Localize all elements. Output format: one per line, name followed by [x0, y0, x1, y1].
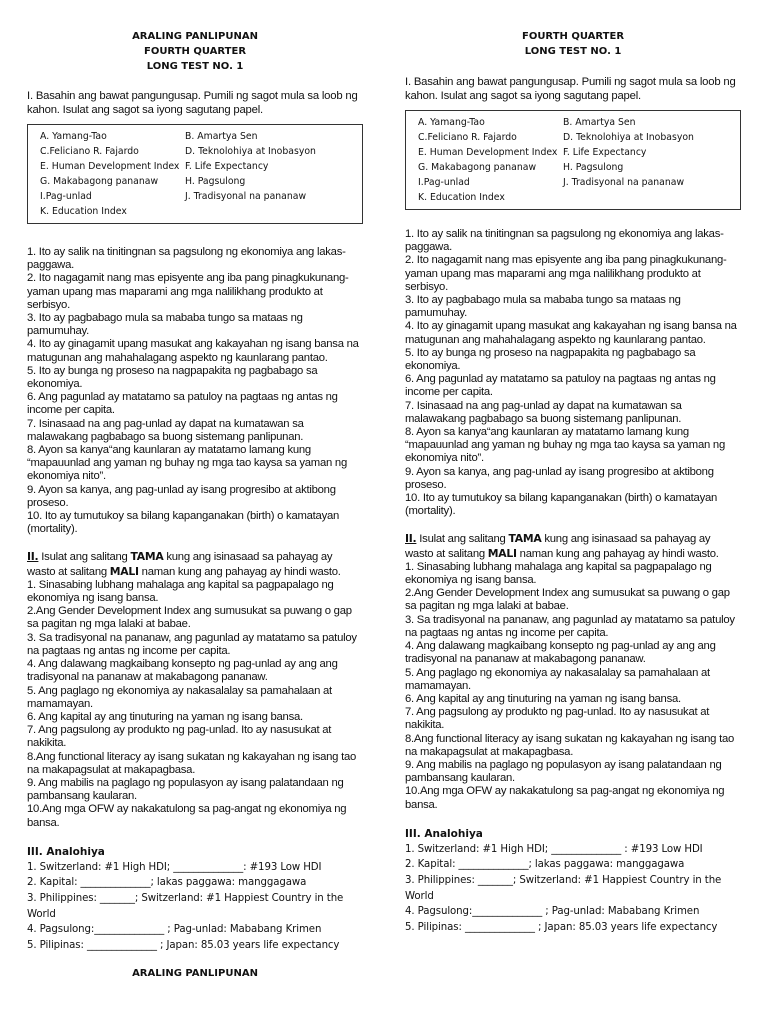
question-item: 3. Sa tradisyonal na pananaw, ang pagunlad ay matatamo sa patuloy na pagtaas ng antas ng income per capita.: [27, 631, 357, 657]
question-item: 9. Ayon sa kanya, ang pag-unlad ay isang progresibo at aktibong proseso.: [27, 483, 336, 509]
analogy-item: 1. Switzerland: #1 High HDI; ______________ : #193 Low HDI: [405, 843, 703, 855]
question-item: 2. Ito nagagamit nang mas episyente ang iba pang pinagkukunang-yaman upang mas maparami ang mga nalilikhang produkto at serbisyo.: [405, 254, 727, 293]
analogy-item: 1. Switzerland: #1 High HDI; ______________: #193 Low HDI: [27, 861, 322, 873]
instruction-text: kung ang isinasaad sa pahayag ay wasto at salitang: [405, 533, 711, 560]
question-item: 2.Ang Gender Development Index ang sumusukat sa puwang o gap sa pagitan ng mga lalaki at babae.: [405, 587, 730, 613]
question-item: 9. Ang mabilis na paglago ng populasyon ay isang palatandaan ng pambansang kaularan.: [405, 758, 722, 785]
question-item: 7. Ang pagsulong ay produkto ng pag-unlad. Ito ay nasusukat at nakikita.: [405, 706, 710, 732]
right-header: [405, 29, 741, 59]
left-section-2-items: [27, 579, 363, 830]
question-item: 7. Ang pagsulong ay produkto ng pag-unlad. Ito ay nasusukat at nakikita.: [27, 724, 332, 750]
question-item: 3. Sa tradisyonal na pananaw, ang pagunlad ay matatamo sa patuloy na pagtaas ng antas ng income per capita.: [405, 613, 735, 639]
right-test-sheet: [405, 0, 741, 935]
question-item: 7. Isinasaad na ang pag-unlad ay dapat na kumatawan sa malawakang pagbabago sa buong sistemang panlipunan.: [27, 417, 304, 443]
analogy-item: 4. Pagsulong:______________ ; Pag-unlad: Mababang Krimen: [27, 924, 322, 936]
analogy-item: 5. Pilipinas: ______________ ; Japan: 85.03 years life expectancy: [27, 939, 340, 951]
question-item: 4. Ito ay ginagamit upang masukat ang kakayahan ng isang bansa na matugunan ang mahahalagang aspekto ng kaunlarang pantao.: [27, 338, 359, 364]
analogy-item: 3. Philippines: _______; Switzerland: #1 Happiest Country in the World: [405, 874, 722, 902]
question-item: 8. Ayon sa kanya“ang kaunlaran ay matatamo lamang kung “mapauunlad ang yaman ng buhay ng mga tao kaysa sa yaman ng ekonomiya nito”.: [405, 426, 725, 465]
question-item: 6. Ang kapital ay ang tinuturing na yaman ng isang bansa.: [405, 692, 681, 705]
question-item: 5. Ito ay bunga ng proseso na nagpapakita ng pagbabago sa ekonomiya.: [27, 364, 318, 391]
right-choices-box: [405, 110, 741, 210]
question-item: 8. Ayon sa kanya“ang kaunlaran ay matatamo lamang kung “mapauunlad ang yaman ng buhay ng mga tao kaysa sa yaman ng ekonomiya nito”.: [27, 444, 347, 483]
question-item: 2. Ito nagagamit nang mas episyente ang iba pang pinagkukunang-yaman upang mas maparami ang mga nalilikhang produkto at serbisyo.: [27, 272, 349, 311]
analogy-item: 2. Kapital: ______________; lakas paggawa: manggagawa: [405, 859, 685, 871]
choice: D. Teknolohiya at Inobasyon: [563, 132, 694, 143]
question-item: 3. Ito ay pagbabago mula sa mababa tungo sa mataas ng pamumuhay.: [405, 294, 681, 320]
choice: B. Amartya Sen: [185, 131, 258, 142]
question-item: 1. Sinasabing lubhang mahalaga ang kapital sa pagpapalago ng ekonomiya ng isang bansa.: [405, 560, 712, 587]
choice: K. Education Index: [418, 192, 505, 203]
question-item: 3. Ito ay pagbabago mula sa mababa tungo sa mataas ng pamumuhay.: [27, 312, 303, 338]
left-quarter-title: FOURTH QUARTER: [143, 46, 247, 57]
left-footer-title: ARALING PANLIPUNAN: [132, 968, 258, 979]
question-item: 5. Ito ay bunga ng proseso na nagpapakita ng pagbabago sa ekonomiya.: [405, 346, 696, 373]
question-item: 7. Isinasaad na ang pag-unlad ay dapat na kumatawan sa malawakang pagbabago sa buong sistemang panlipunan.: [405, 399, 682, 425]
choice: D. Teknolohiya at Inobasyon: [185, 146, 316, 157]
mali-keyword: MALI: [109, 564, 139, 578]
choice: B. Amartya Sen: [563, 117, 636, 128]
choice: C.Feliciano R. Fajardo: [40, 146, 139, 157]
tama-keyword: TAMA: [130, 550, 164, 564]
question-item: 5. Ang paglago ng ekonomiya ay nakasalalay sa pamahalaan at mamamayan.: [27, 684, 332, 710]
question-item: 9. Ayon sa kanya, ang pag-unlad ay isang progresibo at aktibong proseso.: [405, 465, 714, 491]
choice: J. Tradisyonal na pananaw: [185, 191, 307, 202]
question-item: 8.Ang functional literacy ay isang sukatan ng kakayahan ng isang tao na makapagsulat at makapagbasa.: [405, 732, 735, 758]
choice: H. Pagsulong: [185, 176, 246, 187]
right-quarter-title: FOURTH QUARTER: [521, 31, 625, 42]
question-item: 10.Ang mga OFW ay nakakatulong sa pag-angat ng ekonomiya ng bansa.: [27, 803, 347, 829]
left-section-3-title: III. Analohiya: [27, 845, 105, 858]
choice: H. Pagsulong: [563, 162, 624, 173]
choice: I.Pag-unlad: [418, 177, 470, 188]
instruction-text: Isulat ang salitang: [416, 533, 509, 546]
question-item: 8.Ang functional literacy ay isang sukatan ng kakayahan ng isang tao na makapagsulat at makapagbasa.: [27, 750, 357, 776]
instruction-text: kung ang isinasaad sa pahayag ay wasto at salitang: [27, 551, 333, 578]
question-item: 2.Ang Gender Development Index ang sumusukat sa puwang o gap sa pagitan ng mga lalaki at babae.: [27, 605, 352, 631]
question-item: 6. Ang pagunlad ay matatamo sa patuloy na pagtaas ng antas ng income per capita.: [405, 373, 716, 399]
choice: K. Education Index: [40, 206, 127, 217]
choice: G. Makabagong pananaw: [40, 176, 159, 187]
left-choices-box: [27, 124, 363, 224]
question-item: 10. Ito ay tumutukoy sa bilang kapanganakan (birth) o kamatayan (mortality).: [405, 492, 718, 518]
question-item: 4. Ang dalawang magkaibang konsepto ng pag-unlad ay ang ang tradisyonal na pananaw at makabagong pananaw.: [27, 658, 338, 684]
question-item: 6. Ang kapital ay ang tinuturing na yaman ng isang bansa.: [27, 710, 303, 723]
choice: G. Makabagong pananaw: [418, 162, 537, 173]
question-item: 1. Sinasabing lubhang mahalaga ang kapital sa pagpapalago ng ekonomiya ng isang bansa.: [27, 578, 334, 605]
instruction-text: naman kung ang pahayag ay hindi wasto.: [516, 547, 719, 560]
right-section-2-instruction: [405, 532, 741, 560]
question-item: 4. Ang dalawang magkaibang konsepto ng pag-unlad ay ang ang tradisyonal na pananaw at makabagong pananaw.: [405, 640, 716, 666]
choice: F. Life Expectancy: [563, 147, 647, 158]
choice: E. Human Development Index: [418, 147, 558, 158]
left-section-1-items: [27, 246, 363, 536]
choice: A. Yamang-Tao: [40, 131, 107, 142]
left-section-2-instruction: [27, 550, 363, 578]
question-item: 6. Ang pagunlad ay matatamo sa patuloy na pagtaas ng antas ng income per capita.: [27, 391, 338, 417]
left-section-3-items: [27, 860, 363, 954]
right-test-title: LONG TEST NO. 1: [524, 46, 622, 57]
instruction-text: Isulat ang salitang: [38, 551, 131, 564]
question-item: 5. Ang paglago ng ekonomiya ay nakasalalay sa pamahalaan at mamamayan.: [405, 666, 710, 692]
right-section-3-title: III. Analohiya: [405, 827, 483, 840]
mali-keyword: MALI: [487, 546, 517, 560]
left-test-title: LONG TEST NO. 1: [146, 61, 244, 72]
question-item: 9. Ang mabilis na paglago ng populasyon ay isang palatandaan ng pambansang kaularan.: [27, 776, 344, 803]
right-section-1-items: [405, 228, 741, 518]
analogy-item: 3. Philippines: _______; Switzerland: #1 Happiest Country in the World: [27, 892, 344, 920]
right-instruction-1: I. Basahin ang bawat pangungusap. Pumili ng sagot mula sa loob ng kahon. Isulat ang sagot sa iyong sagutang papel.: [405, 76, 736, 102]
choice: J. Tradisyonal na pananaw: [563, 177, 685, 188]
tama-keyword: TAMA: [508, 532, 542, 546]
left-header: [27, 29, 363, 74]
choice: F. Life Expectancy: [185, 161, 269, 172]
choice: E. Human Development Index: [40, 161, 180, 172]
left-test-sheet: [27, 0, 363, 953]
right-section-3-items: [405, 842, 741, 936]
question-item: 10. Ito ay tumutukoy sa bilang kapanganakan (birth) o kamatayan (mortality).: [27, 510, 340, 536]
left-instruction-1: I. Basahin ang bawat pangungusap. Pumili ng sagot mula sa loob ng kahon. Isulat ang sagot sa iyong sagutang papel.: [27, 90, 358, 116]
section-2-label: II.: [405, 532, 417, 546]
analogy-item: 2. Kapital: ______________; lakas paggawa: manggagawa: [27, 877, 307, 889]
choice: C.Feliciano R. Fajardo: [418, 132, 517, 143]
analogy-item: 5. Pilipinas: ______________ ; Japan: 85.03 years life expectancy: [405, 921, 718, 933]
question-item: 1. Ito ay salik na tinitingnan sa pagsulong ng ekonomiya ang lakas-paggawa.: [27, 246, 346, 272]
analogy-item: 4. Pagsulong:______________ ; Pag-unlad: Mababang Krimen: [405, 906, 700, 918]
instruction-text: naman kung ang pahayag ay hindi wasto.: [138, 565, 341, 578]
question-item: 10.Ang mga OFW ay nakakatulong sa pag-angat ng ekonomiya ng bansa.: [405, 785, 725, 811]
right-section-2-items: [405, 561, 741, 812]
question-item: 1. Ito ay salik na tinitingnan sa pagsulong ng ekonomiya ang lakas-paggawa.: [405, 228, 724, 254]
choice: A. Yamang-Tao: [418, 117, 485, 128]
left-subject-title: ARALING PANLIPUNAN: [132, 31, 258, 42]
choice: I.Pag-unlad: [40, 191, 92, 202]
question-item: 4. Ito ay ginagamit upang masukat ang kakayahan ng isang bansa na matugunan ang mahahalagang aspekto ng kaunlarang pantao.: [405, 320, 737, 346]
section-2-label: II.: [27, 550, 39, 564]
